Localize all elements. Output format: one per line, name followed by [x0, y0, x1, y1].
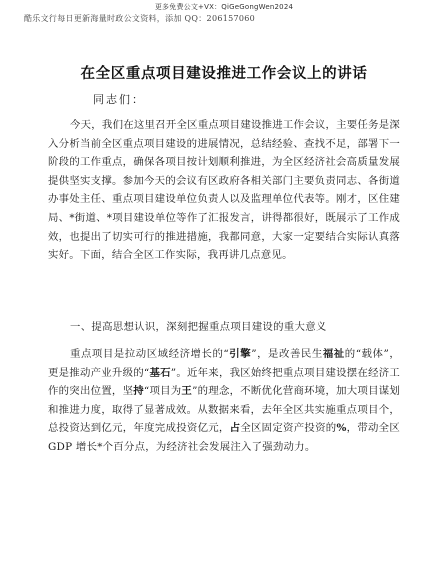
bold-term: 持 [133, 385, 144, 398]
notice-line: 酷乐文行每日更新海量时政公文资料，添加 QQ：206157060 [24, 14, 256, 23]
paragraph-significance [48, 345, 400, 457]
text-span: “项目为 [143, 385, 182, 398]
section-heading-1: 一、提高思想认识，深刻把握重点项目建设的重大意义 [70, 321, 327, 333]
text-span: 重点项目是拉动区域经济增长的“ [70, 348, 229, 360]
document-title: 在全区重点项目建设推进工作会议上的讲话 [80, 66, 368, 82]
bold-term: 引擎 [228, 348, 252, 360]
bold-term: 福祉 [322, 348, 345, 360]
salutation: 同志们： [93, 93, 145, 106]
bold-term: % [336, 422, 347, 435]
bold-term: 占 [229, 422, 241, 435]
text-span: ”，是改善民生 [251, 348, 323, 360]
text-span: 全区固定资产投资的 [240, 422, 337, 435]
bold-term: 基石 [149, 366, 171, 379]
paragraph-intro: 今天，我们在这里召开全区重点项目建设推进工作会议，主要任务是深入分析当前全区重点项目建设的进展情况，总结经验、查找不足，部署下一阶段的工作重点，确保各项目按计划顺利推进，为全区经济社会高质量发展提供坚实支撑。参加今天的会议有区政府各相关部门主要负责同志、各街道办事处主任、重点项目建设单位负责人以及监理单位代表等。刚才，区住建局、*街道、*项目建设单位等作了汇报发言，讲得都很好，既展示了工作成效，也提出了切实可行的推进措施，我都同意，大家一定要结合实际认真落实好。下面，结合全区工作实际，我再讲几点意见。 [48, 119, 400, 262]
text-span: 的“载体”，更是推动产业升级的“ [48, 348, 401, 379]
text-span: ，带动全区 GDP 增长*个百分点，为经济社会发展注入了强劲动力。 [48, 422, 401, 453]
text-span: ”。近年来，我区始终把重点项目建设摆在经济工作的突出位置，坚 [48, 366, 401, 398]
text-span: ”的理念，不断优化营商环境，加大项目谋划和推进力度，取得了显著成效。从数据来看，去年全区共实施重点项目个，总投资达到亿元，年度完成投资亿元， [48, 385, 401, 435]
bold-term: 王 [181, 385, 193, 398]
promo-header: 更多免费公文+VX：QiGeGongWen2024 [154, 3, 294, 11]
